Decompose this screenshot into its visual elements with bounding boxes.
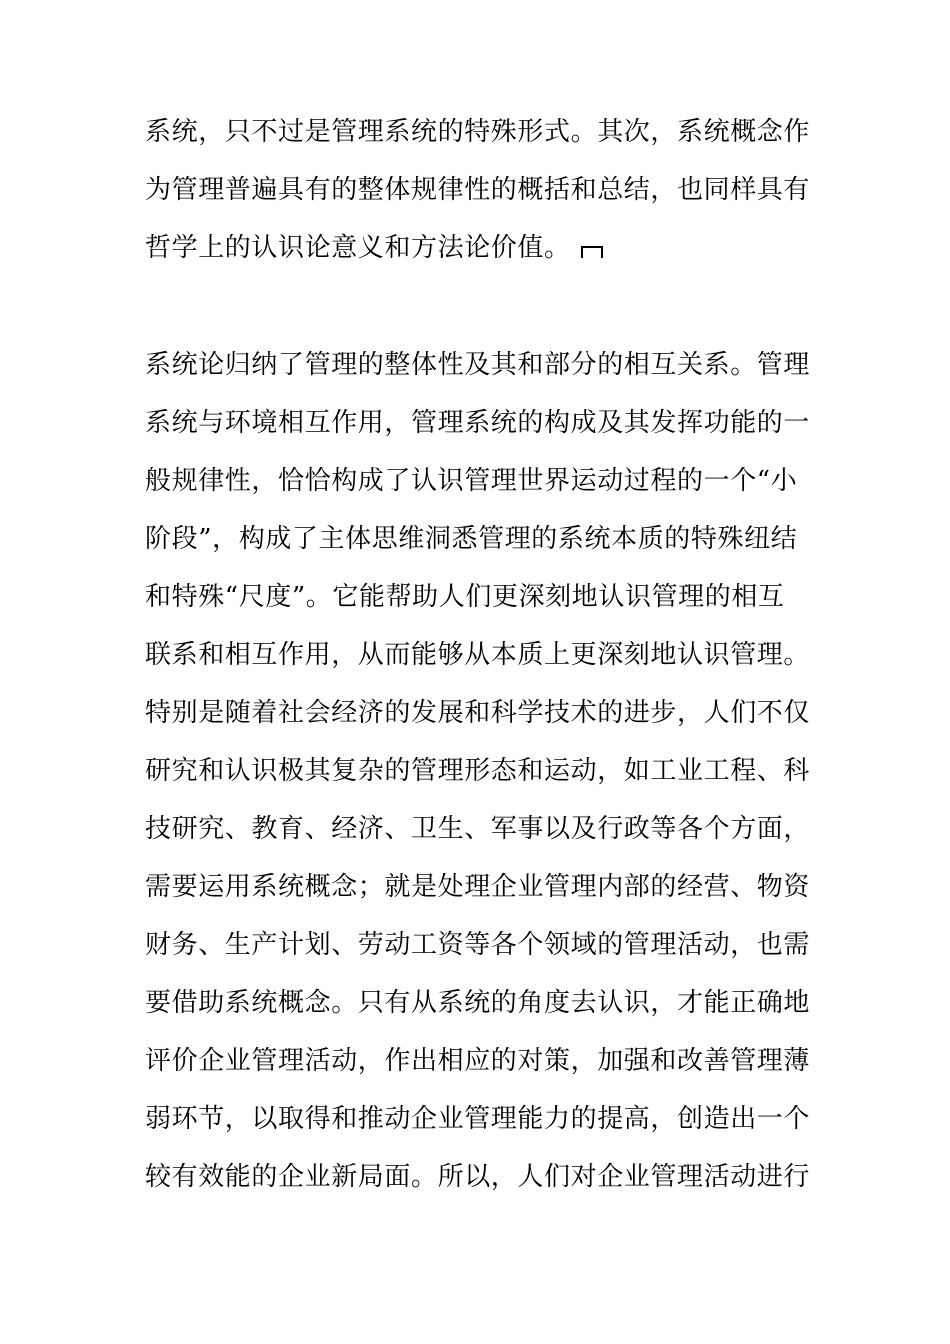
paragraph-line-text: 哲学上的认识论意义和方法论价值。 xyxy=(145,233,571,263)
paragraph-line: 较有效能的企业新局面。所以，人们对企业管理活动进行 xyxy=(145,1162,811,1192)
paragraph-2 xyxy=(145,336,815,1206)
paragraph-line: 为管理普遍具有的整体规律性的概括和总结，也同样具有 xyxy=(145,175,811,205)
paragraph-line: 系统与环境相互作用，管理系统的构成及其发挥功能的一 xyxy=(145,408,811,438)
paragraph-line: 阶段”，构成了主体思维洞悉管理的系统本质的特殊纽结 xyxy=(145,524,798,554)
paragraph-line: 般规律性，恰恰构成了认识管理世界运动过程的一个“小 xyxy=(145,466,798,496)
paragraph-line: 研究和认识极其复杂的管理形态和运动，如工业工程、科 xyxy=(145,756,811,786)
paragraph-line: 财务、生产计划、劳动工资等各个领域的管理活动，也需 xyxy=(145,930,811,960)
paragraph-1 xyxy=(145,103,815,277)
paragraph-end-mark-icon xyxy=(581,246,603,258)
paragraph-line: 弱环节，以取得和推动企业管理能力的提高，创造出一个 xyxy=(145,1104,811,1134)
paragraph-line: 技研究、教育、经济、卫生、军事以及行政等各个方面， xyxy=(145,814,811,844)
paragraph-line: 联系和相互作用，从而能够从本质上更深刻地认识管理。 xyxy=(145,640,811,670)
paragraph-line: 特别是随着社会经济的发展和科学技术的进步，人们不仅 xyxy=(145,698,811,728)
paragraph-line: 需要运用系统概念；就是处理企业管理内部的经营、物资 xyxy=(145,872,811,902)
paragraph-line: 和特殊“尺度”。它能帮助人们更深刻地认识管理的相互 xyxy=(145,582,785,612)
paragraph-line: 要借助系统概念。只有从系统的角度去认识，才能正确地 xyxy=(145,988,811,1018)
paragraph-line: 系统，只不过是管理系统的特殊形式。其次，系统概念作 xyxy=(145,117,811,147)
paragraph-line xyxy=(145,219,815,277)
paragraph-line: 评价企业管理活动，作出相应的对策，加强和改善管理薄 xyxy=(145,1046,811,1076)
paragraph-line: 系统论归纳了管理的整体性及其和部分的相互关系。管理 xyxy=(145,350,811,380)
